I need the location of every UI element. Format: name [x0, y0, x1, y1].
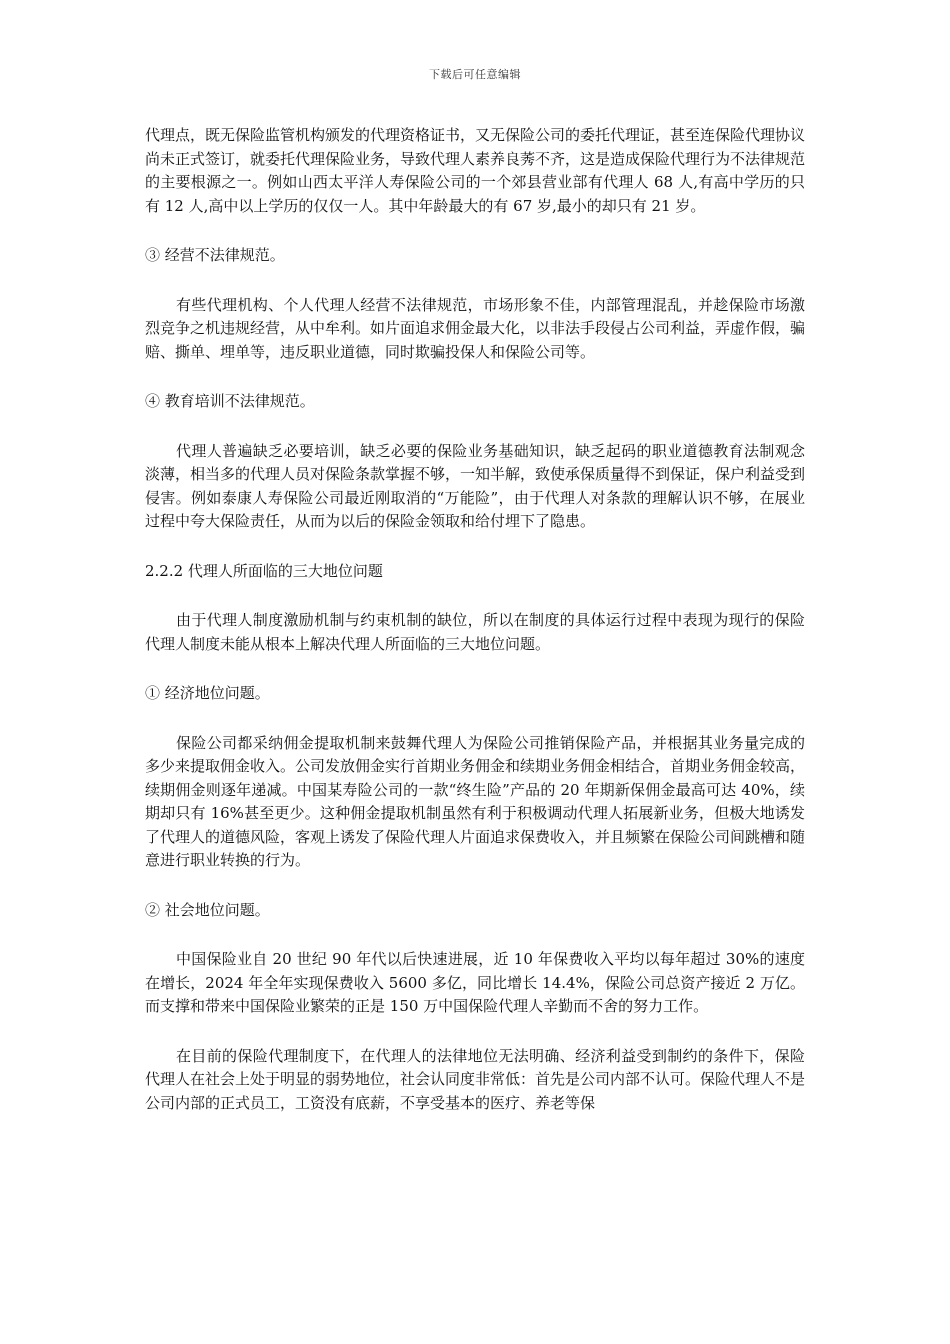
section-heading: ① 经济地位问题。 [145, 684, 270, 702]
section-heading: ② 社会地位问题。 [145, 900, 270, 919]
body-paragraph: 保险公司都采纳佣金提取机制来鼓舞代理人为保险公司推销保险产品，并根据其业务量完成的多少来提取佣金收入。公司发放佣金实行首期业务佣金和续期业务佣金相结合，首期业务佣金较高，续期佣金则逐年递减。中国某寿险公司的一款“终生险”产品的 20 年期新保佣金最高可达 40%，续期却只有 16%甚至更少。这种佣金提取机制虽然有利于积极调动代理人拓展新业务，但极大地诱发了代理人的道德风险，客观上诱发了保险代理人片面追求保费收入，并且频繁在保险公司间跳槽和随意进行职业转换的行为。 [145, 733, 806, 869]
page-header: 下载后可任意编辑 [429, 68, 521, 81]
section-heading: ④ 教育培训不法律规范。 [145, 392, 315, 410]
body-paragraph: 代理点，既无保险监管机构颁发的代理资格证书，又无保险公司的委托代理证，甚至连保险代理协议尚未正式签订，就委托代理保险业务，导致代理人素养良莠不齐，这是造成保险代理行为不法律规范的主要根源之一。例如山西太平洋人寿保险公司的一个郊县营业部有代理人 68 人,有高中学历的只有 12 人,高中以上学历的仅仅一人。其中年龄最大的有 67 岁,最小的却只有 21 岁。 [145, 126, 806, 215]
section-heading: 2.2.2 代理人所面临的三大地位问题 [145, 561, 383, 580]
body-paragraph: 代理人普遍缺乏必要培训，缺乏必要的保险业务基础知识，缺乏起码的职业道德教育法制观念淡薄，相当多的代理人员对保险条款掌握不够，一知半解，致使承保质量得不到保证，保户利益受到侵害。例如泰康人寿保险公司最近刚取消的“万能险”，由于代理人对条款的理解认识不够，在展业过程中夸大保险责任，从而为以后的保险金领取和给付埋下了隐患。 [145, 441, 806, 530]
body-paragraph: 中国保险业自 20 世纪 90 年代以后快速进展，近 10 年保费收入平均以每年超过 30%的速度在增长，2024 年全年实现保费收入 5600 多亿，同比增长 14.4%，保险公司总资产接近 2 万亿。而支撑和带来中国保险业繁荣的正是 150 万中国保险代理人辛勤而不舍的努力工作。 [145, 950, 805, 1015]
document-body [145, 124, 805, 1141]
section-heading: ③ 经营不法律规范。 [145, 246, 285, 264]
body-paragraph: 有些代理机构、个人代理人经营不法律规范，市场形象不佳，内部管理混乱，并趁保险市场激烈竞争之机违规经营，从中牟利。如片面追求佣金最大化，以非法手段侵占公司利益，弄虚作假，骗赔、撕单、埋单等，违反职业道德，同时欺骗投保人和保险公司等。 [145, 295, 806, 361]
body-paragraph: 由于代理人制度激励机制与约束机制的缺位，所以在制度的具体运行过程中表现为现行的保险代理人制度未能从根本上解决代理人所面临的三大地位问题。 [145, 611, 805, 653]
body-paragraph: 在目前的保险代理制度下，在代理人的法律地位无法明确、经济利益受到制约的条件下，保险代理人在社会上处于明显的弱势地位，社会认同度非常低：首先是公司内部不认可。保险代理人不是公司内部的正式员工，工资没有底薪，不享受基本的医疗、养老等保 [145, 1046, 806, 1112]
